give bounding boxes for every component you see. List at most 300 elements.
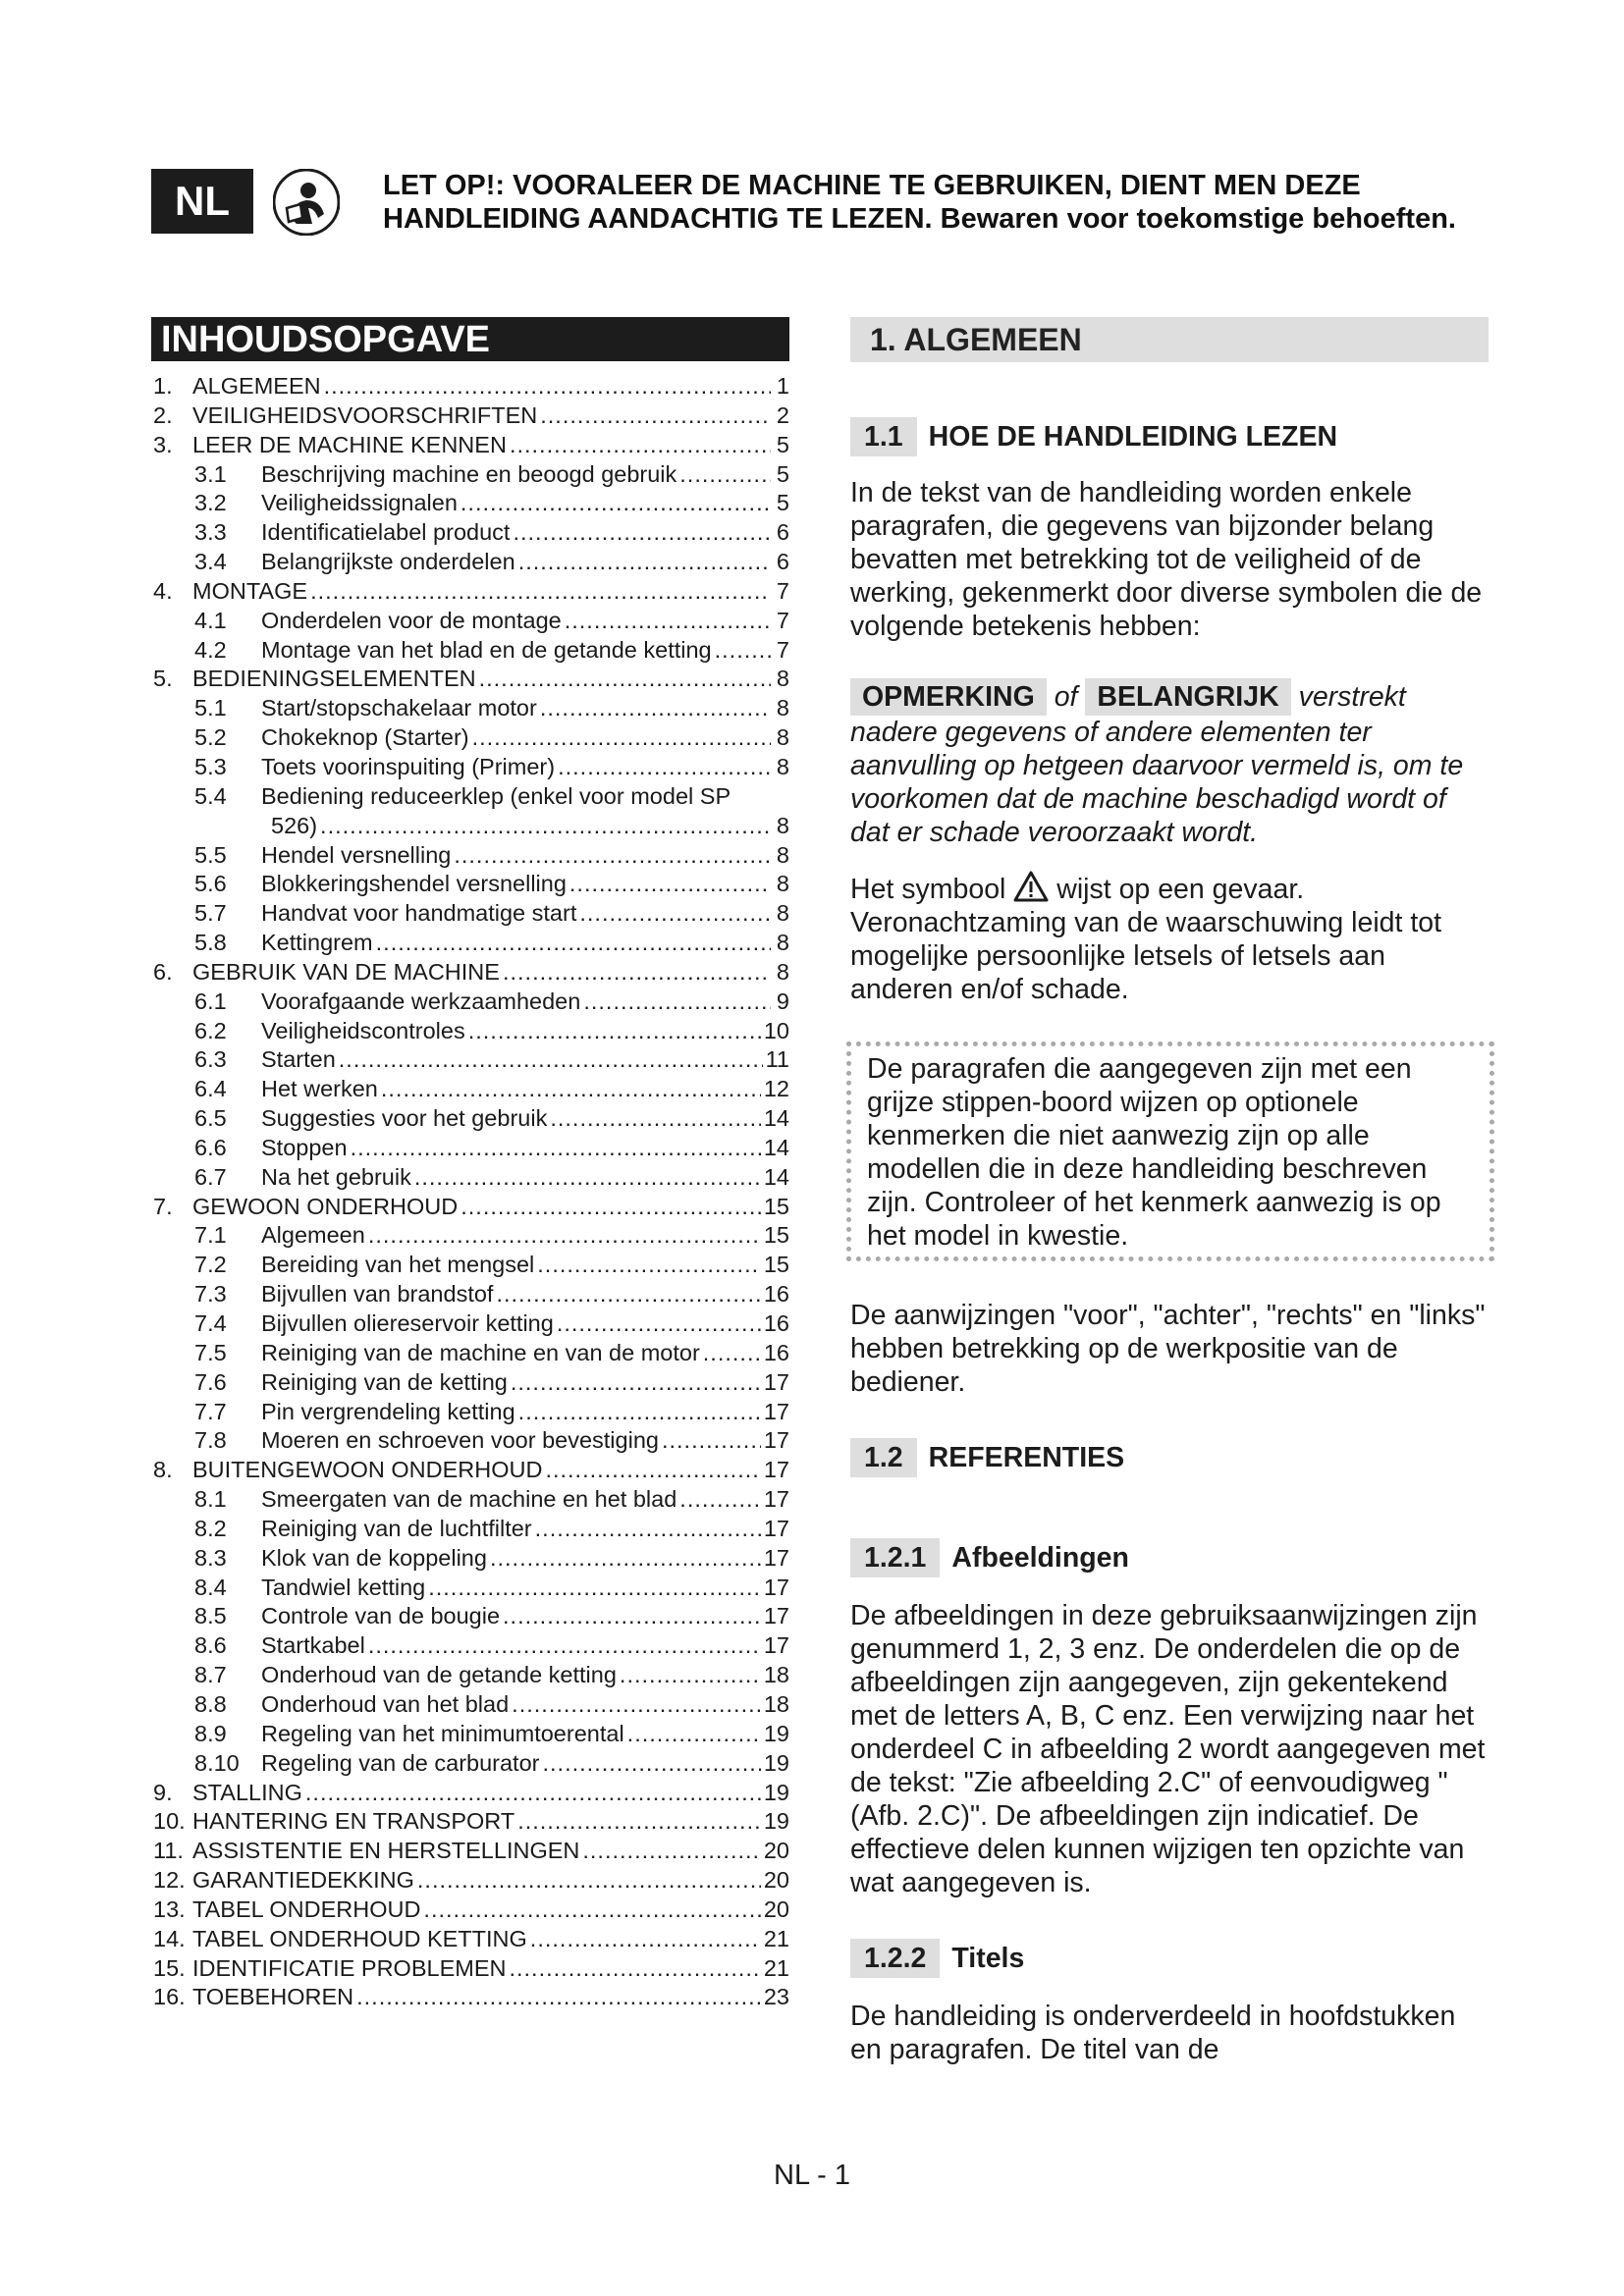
toc-item-page: 17 [763,1574,789,1600]
toc-item[interactable] [151,1194,789,1223]
toc-dot-leader [550,1105,761,1132]
toc-item-label: BUITENGEWOON ONDERHOUD [192,1457,543,1483]
toc-item[interactable] [151,490,789,519]
toc-item-number: 8.9 [194,1720,227,1746]
toc-item-page: 16 [763,1339,789,1365]
toc-dot-leader [540,695,771,721]
toc-dot-leader [569,871,771,897]
toc-item[interactable] [151,871,789,900]
toc-item-number: 6.1 [194,988,227,1014]
toc-dot-leader [310,578,771,605]
toc-item[interactable] [151,1691,789,1721]
toc-item-number: 5.2 [194,724,227,751]
toc-item[interactable] [151,1105,789,1135]
toc-dot-leader [324,373,771,400]
toc-item-number: 7.2 [194,1252,227,1278]
chip-or-text: of [1054,681,1078,713]
toc-item-page: 15 [763,1222,789,1249]
toc-item[interactable] [151,1222,789,1252]
toc-item-number: 4. [153,577,173,604]
toc-item-number: 8.8 [194,1690,227,1717]
toc-dot-leader [423,1896,760,1923]
toc-item-number: 8.4 [194,1574,227,1600]
toc-dot-leader [627,1721,761,1747]
page-header [151,169,1506,238]
toc-item-label: Toets voorinspuiting (Primer) [261,753,556,779]
toc-item-label: Stoppen [261,1134,348,1160]
toc-item[interactable] [151,842,789,872]
toc-dot-leader [513,519,771,546]
toc-dot-leader [428,1575,761,1601]
toc-item[interactable] [151,754,789,783]
toc-item-number: 7.4 [194,1310,227,1336]
toc-dot-leader [557,1310,761,1337]
toc-item-label: Starten [261,1046,336,1073]
toc-item-label: Regeling van de carburator [261,1749,540,1776]
toc-dot-leader [662,1427,761,1454]
toc-item-page: 17 [763,1457,789,1483]
toc-item-label: Onderdelen voor de montage [261,607,562,633]
toc-dot-leader [517,1808,761,1835]
toc-item[interactable] [151,1896,789,1926]
toc-item[interactable] [151,637,789,667]
toc-item[interactable] [151,1427,789,1457]
toc-dot-leader [479,666,771,692]
toc-item-number: 5.6 [194,871,227,897]
danger-text-after: wijst op een gevaar. Veronachtzaming van de waarschuwing leidt tot mogelijke persoonlijke letsels of letsels aan anderen en/of schade. [850,874,1442,1005]
toc-dot-leader [565,608,771,634]
toc-dot-leader [535,1516,761,1542]
toc-item[interactable] [151,900,789,930]
chip-belangrijk: BELANGRIJK [1085,678,1290,716]
toc-item[interactable] [151,1252,789,1281]
toc-item-label: Blokkeringshendel versnelling [261,871,567,897]
toc-item[interactable] [151,1545,789,1575]
toc-item[interactable] [151,1750,789,1780]
toc-item-number: 7.1 [194,1222,227,1249]
toc-item[interactable] [151,724,789,754]
toc-dot-leader [376,930,771,956]
subsection-number: 1.2.1 [850,1538,940,1577]
toc-item-number: 7.6 [194,1368,227,1395]
toc-item-label: LEER DE MACHINE KENNEN [192,431,507,457]
toc-item-page: 5 [776,490,789,516]
toc-item[interactable] [151,783,789,813]
toc-item[interactable] [151,1516,789,1545]
toc-item-page: 11 [765,1046,789,1073]
toc-dot-leader [583,988,771,1015]
toc-dot-leader [368,1222,761,1249]
toc-item[interactable] [151,959,789,988]
subsection-title: Afbeeldingen [951,1542,1129,1574]
toc-item[interactable] [151,1721,789,1750]
toc-item-page: 19 [763,1749,789,1776]
toc-item-page: 21 [763,1954,789,1981]
toc-item-label: Kettingrem [261,930,373,956]
toc-item[interactable] [151,1340,789,1369]
toc-item-label: Regeling van het minimumtoerental [261,1720,624,1746]
toc-item-label: Beschrijving machine en beoogd gebruik [261,460,677,487]
toc-item-label: GARANTIEDEKKING [192,1867,414,1894]
toc-item-page: 17 [763,1368,789,1395]
paragraph-figures: De afbeeldingen in deze gebruiksaanwijzingen zijn genummerd 1, 2, 3 enz. De onderdelen die op de afbeeldingen zijn aangegeven, zijn gekentekend met de letters A, B, C enz. Een verwijzing naar het onderdeel C in afbeelding 2 wordt aangegeven met de tekst: "Zie afbeelding 2.C" of eenvoudigweg "(Afb. 2.C)". De afbeeldingen zijn indicatief. De effectieve delen kunnen wijzigen ten opzichte van wat aangegeven is. [850,1600,1486,1898]
toc-dot-leader [368,1632,761,1659]
toc-item-page: 15 [763,1252,789,1278]
toc-item-label: Na het gebruik [261,1163,411,1190]
toc-item-page: 9 [776,988,789,1014]
toc-item-number: 4.2 [194,636,227,663]
toc-dot-leader [715,637,771,664]
warning-line-2: HANDLEIDING AANDACHTIG TE LEZEN. Bewaren voor toekomstige behoeften. [383,203,1456,235]
toc-item-label: Handvat voor handmatige start [261,900,577,927]
toc-item-number: 6.3 [194,1046,227,1073]
warning-read-manual [383,169,1512,236]
toc-dot-leader [503,1603,761,1629]
toc-item-label: Startkabel [261,1632,365,1659]
toc-title: INHOUDSOPGAVE [151,317,789,361]
toc-item[interactable] [151,1046,789,1076]
toc-item-label: Reiniging van de machine en van de motor [261,1339,700,1365]
optional-features-note [846,1041,1494,1261]
toc-item-label: HANTERING EN TRANSPORT [192,1808,515,1835]
toc-dot-leader [537,1252,761,1278]
toc-item-page: 5 [776,431,789,457]
subsection-number: 1.2 [850,1438,917,1477]
toc-item-label: Algemeen [261,1222,365,1249]
toc-item-label: 526) [271,812,318,838]
toc-item[interactable] [151,432,789,461]
toc-item-number: 6.2 [194,1017,227,1043]
section-general [850,317,1489,2066]
toc-item-number: 12. [153,1867,186,1894]
paragraph-intro: In de tekst van de handleiding worden enkele paragrafen, die gegevens van bijzonder belang bevatten met betrekking tot de veiligheid of de werking, gekenmerkt door diverse symbolen die de volgende betekenis hebben: [850,477,1483,642]
toc-dot-leader [468,1018,761,1044]
toc-dot-leader [511,1369,761,1396]
subsection-number: 1.2.2 [850,1939,940,1978]
toc-item-page: 8 [776,666,789,692]
toc-item-label: MONTAGE [192,577,308,604]
toc-item-number: 5.8 [194,930,227,956]
toc-item[interactable] [151,1662,789,1691]
toc-item-number: 4.1 [194,607,227,633]
toc-item[interactable] [151,1867,789,1896]
toc-dot-leader [530,1926,761,1952]
toc-item-label: Reiniging van de luchtfilter [261,1515,532,1541]
toc-item-number: 3.2 [194,490,227,516]
toc-item-page: 8 [776,695,789,721]
toc-item-label: TABEL ONDERHOUD [192,1896,421,1922]
subsection-heading-1-2 [850,1438,1489,1477]
toc-item[interactable] [151,373,789,402]
toc-item-label: Moeren en schroeven voor bevestiging [261,1427,659,1454]
subsection-title: REFERENTIES [928,1442,1125,1473]
toc-item-label: Start/stopschakelaar motor [261,695,537,721]
toc-item-label: Veiligheidssignalen [261,490,458,516]
toc-item[interactable] [151,1457,789,1486]
toc-item-label: Bijvullen oliereservoir ketting [261,1310,554,1336]
toc-item[interactable] [151,402,789,432]
toc-item[interactable] [151,1486,789,1516]
toc-item[interactable] [151,1780,789,1809]
toc-dot-leader [542,1750,760,1777]
toc-item-number: 6. [153,958,173,985]
warning-triangle-icon [1013,871,1049,902]
toc-dot-leader [339,1046,763,1073]
toc-item-page: 15 [763,1193,789,1219]
toc-item-page: 8 [776,724,789,751]
toc-item-number: 2. [153,401,173,428]
toc-item[interactable] [151,608,789,637]
notice-verb: verstrekt [1298,681,1406,713]
toc-item-label: Pin vergrendeling ketting [261,1398,515,1424]
toc-item-label: Tandwiel ketting [261,1574,426,1600]
toc-item[interactable] [151,1603,789,1632]
toc-item[interactable] [151,1955,789,1985]
toc-item[interactable] [151,1076,789,1105]
toc-item-number: 14. [153,1925,186,1951]
toc-item-page: 12 [763,1076,789,1102]
subsection-number: 1.1 [850,417,917,456]
toc-item-label: Chokeknop (Starter) [261,724,469,751]
toc-dot-leader [460,1194,761,1220]
toc-dot-leader [679,1486,761,1513]
toc-item-page: 16 [763,1281,789,1308]
toc-item-page: 17 [763,1486,789,1513]
toc-item-number: 8.7 [194,1662,227,1688]
toc-dot-leader [351,1135,761,1161]
toc-item-label: GEBRUIK VAN DE MACHINE [192,958,500,985]
table-of-contents [151,317,789,2013]
toc-item-number: 5.3 [194,753,227,779]
subsection-title: Titels [951,1943,1025,1974]
toc-item-page: 19 [763,1720,789,1746]
toc-item-label: Smeergaten van de machine en het blad [261,1486,677,1513]
toc-dot-leader [512,1691,761,1718]
toc-item[interactable] [151,930,789,959]
page-number: NL - 1 [774,2160,850,2191]
toc-item-page: 8 [776,841,789,868]
toc-item-number: 5.1 [194,695,227,721]
toc-item-number: 15. [153,1954,186,1981]
toc-item-label: STALLING [192,1779,302,1805]
toc-item-page: 14 [763,1134,789,1160]
toc-item-number: 3.3 [194,519,227,546]
toc-item[interactable] [151,1575,789,1604]
toc-item-page: 5 [776,460,789,487]
toc-item-page: 18 [763,1662,789,1688]
toc-dot-leader [579,900,771,927]
subsection-heading-1-2-1 [850,1538,1489,1577]
toc-item-page: 18 [763,1690,789,1717]
toc-item-number: 10. [153,1808,186,1835]
toc-dot-leader [510,432,771,458]
toc-item[interactable] [151,1018,789,1047]
toc-item-page: 16 [763,1310,789,1336]
paragraph-directions: De aanwijzingen "voor", "achter", "rechts" en "links" hebben betrekking op de werkpositie van de bediener. [850,1300,1486,1398]
toc-item-label: BEDIENINGSELEMENTEN [192,666,476,692]
subsection-heading-1-2-2 [850,1939,1489,1978]
language-badge: NL [151,169,253,234]
toc-item-page: 17 [763,1398,789,1424]
toc-item-number: 11. [153,1838,184,1864]
toc-item-page: 7 [776,577,789,604]
toc-dot-leader [460,490,771,516]
toc-item-label: TABEL ONDERHOUD KETTING [192,1925,527,1951]
toc-item-number: 5.5 [194,841,227,868]
toc-item-page: 8 [776,930,789,956]
danger-symbol-paragraph [850,871,1489,1006]
toc-item[interactable] [151,1310,789,1340]
toc-item[interactable] [151,578,789,608]
toc-item-number: 7.3 [194,1281,227,1308]
toc-item-number: 3. [153,431,173,457]
toc-item-page: 14 [763,1163,789,1190]
toc-item-number: 6.6 [194,1134,227,1160]
toc-item-number: 5. [153,666,173,692]
toc-item-label: Klok van de koppeling [261,1544,487,1571]
toc-item[interactable] [151,1135,789,1164]
toc-item-number: 6.7 [194,1163,227,1190]
toc-item[interactable] [151,519,789,549]
toc-dot-leader [540,402,771,429]
toc-dot-leader [558,754,771,780]
toc-item-label: Voorafgaande werkzaamheden [261,988,581,1014]
toc-item-number: 16. [153,1984,186,2010]
toc-item-number: 3.4 [194,549,227,575]
toc-item-page: 8 [776,753,789,779]
toc-item-page: 17 [763,1603,789,1629]
toc-item-page: 1 [776,373,789,399]
toc-item-label: ASSISTENTIE EN HERSTELLINGEN [192,1838,580,1864]
toc-item-label: Bediening reduceerklep (enkel voor model SP [261,782,731,809]
toc-dot-leader [503,959,771,986]
toc-dot-leader [490,1545,761,1572]
optional-features-text: De paragrafen die aangegeven zijn met een grijze stippen-boord wijzen op optionele kenmerken die niet aanwezig zijn op alle modellen die in deze handleiding beschreven zijn. Controleer of het kenmerk aanwezig is op het model in kwestie. [867,1053,1441,1252]
toc-item-label: GEWOON ONDERHOUD [192,1193,459,1219]
toc-item-label: Reiniging van de ketting [261,1368,508,1395]
toc-item[interactable] [151,461,789,491]
toc-item[interactable] [151,988,789,1018]
toc-item-page: 8 [776,812,789,838]
toc-dot-leader [305,1780,761,1806]
toc-item[interactable] [151,1281,789,1310]
toc-item-number: 9. [153,1779,173,1805]
danger-text-before: Het symbool [850,874,1006,905]
toc-item[interactable] [151,695,789,724]
toc-item-page: 2 [776,401,789,428]
toc-item-label: Bijvullen van brandstof [261,1281,494,1308]
toc-item-page: 6 [776,549,789,575]
toc-item-page: 7 [776,636,789,663]
toc-item[interactable] [151,549,789,578]
toc-item[interactable] [151,1369,789,1399]
toc-item[interactable] [151,666,789,695]
toc-item[interactable] [151,1984,789,2013]
toc-item-number: 7. [153,1193,173,1219]
toc-item-page: 17 [763,1515,789,1541]
toc-item-label: Bereiding van het mengsel [261,1252,535,1278]
toc-item-label: Montage van het blad en de getande ketting [261,636,712,663]
toc-item-label: Suggesties voor het gebruik [261,1105,548,1132]
toc-item-number: 8.3 [194,1544,227,1571]
toc-item-page: 17 [763,1632,789,1659]
toc-item[interactable] [151,1164,789,1194]
toc-item-label: TOEBEHOREN [192,1984,354,2010]
toc-item-number: 6.5 [194,1105,227,1132]
toc-item[interactable] [151,813,789,842]
toc-item-page: 23 [763,1984,789,2010]
toc-item-number: 6.4 [194,1076,227,1102]
toc-item-number: 3.1 [194,460,227,487]
toc-item-number: 8.2 [194,1515,227,1541]
toc-item-number: 8. [153,1457,173,1483]
toc-item-page: 8 [776,958,789,985]
toc-dot-leader [356,1984,761,2010]
toc-dot-leader [620,1662,761,1688]
toc-list [151,373,789,2013]
toc-dot-leader [703,1340,761,1366]
toc-item-number: 8.10 [194,1749,240,1776]
paragraph-titles: De handleiding is onderverdeeld in hoofdstukken en paragrafen. De titel van de [850,2001,1456,2065]
toc-item-label: ALGEMEEN [192,373,321,399]
notice-explanation [850,678,1489,849]
toc-item-label: Controle van de bougie [261,1603,501,1629]
toc-dot-leader [496,1281,760,1308]
toc-item-label: Veiligheidscontroles [261,1017,465,1043]
toc-item-page: 19 [763,1808,789,1835]
toc-item-page: 6 [776,519,789,546]
toc-item-page: 21 [763,1925,789,1951]
subsection-title: HOE DE HANDLEIDING LEZEN [928,421,1338,453]
toc-item-label: Belangrijkste onderdelen [261,549,515,575]
toc-item[interactable] [151,1399,789,1428]
toc-item-page: 8 [776,900,789,927]
toc-item-page: 20 [763,1896,789,1922]
warning-line-1: LET OP!: VOORALEER DE MACHINE TE GEBRUIKEN, DIENT MEN DEZE [383,170,1361,201]
toc-item-page: 8 [776,871,789,897]
toc-item-number: 5.4 [194,782,227,809]
toc-item[interactable] [151,1808,789,1838]
toc-item-page: 17 [763,1544,789,1571]
section-title: 1. ALGEMEEN [850,317,1489,362]
toc-item-number: 1. [153,373,173,399]
toc-dot-leader [417,1867,761,1894]
toc-item[interactable] [151,1926,789,1955]
toc-dot-leader [679,461,771,488]
toc-item-number: 7.5 [194,1339,227,1365]
toc-item-number: 5.7 [194,900,227,927]
toc-item-number: 8.5 [194,1603,227,1629]
toc-item-number: 7.8 [194,1427,227,1454]
toc-item-label: Onderhoud van het blad [261,1690,510,1717]
toc-dot-leader [518,549,771,575]
read-manual-icon [273,169,340,236]
toc-dot-leader [545,1457,760,1483]
toc-item-page: 17 [763,1427,789,1454]
toc-item-label: Identificatielabel product [261,519,511,546]
chip-opmerking: OPMERKING [850,678,1047,716]
toc-item-page: 14 [763,1105,789,1132]
toc-item-label: VEILIGHEIDSVOORSCHRIFTEN [192,401,538,428]
toc-item[interactable] [151,1838,789,1867]
toc-dot-leader [518,1399,761,1425]
toc-item[interactable] [151,1632,789,1662]
toc-dot-leader [454,842,771,869]
toc-item-label: Hendel versnelling [261,841,452,868]
toc-dot-leader [472,724,771,751]
toc-dot-leader [509,1955,760,1982]
toc-dot-leader [582,1838,760,1864]
